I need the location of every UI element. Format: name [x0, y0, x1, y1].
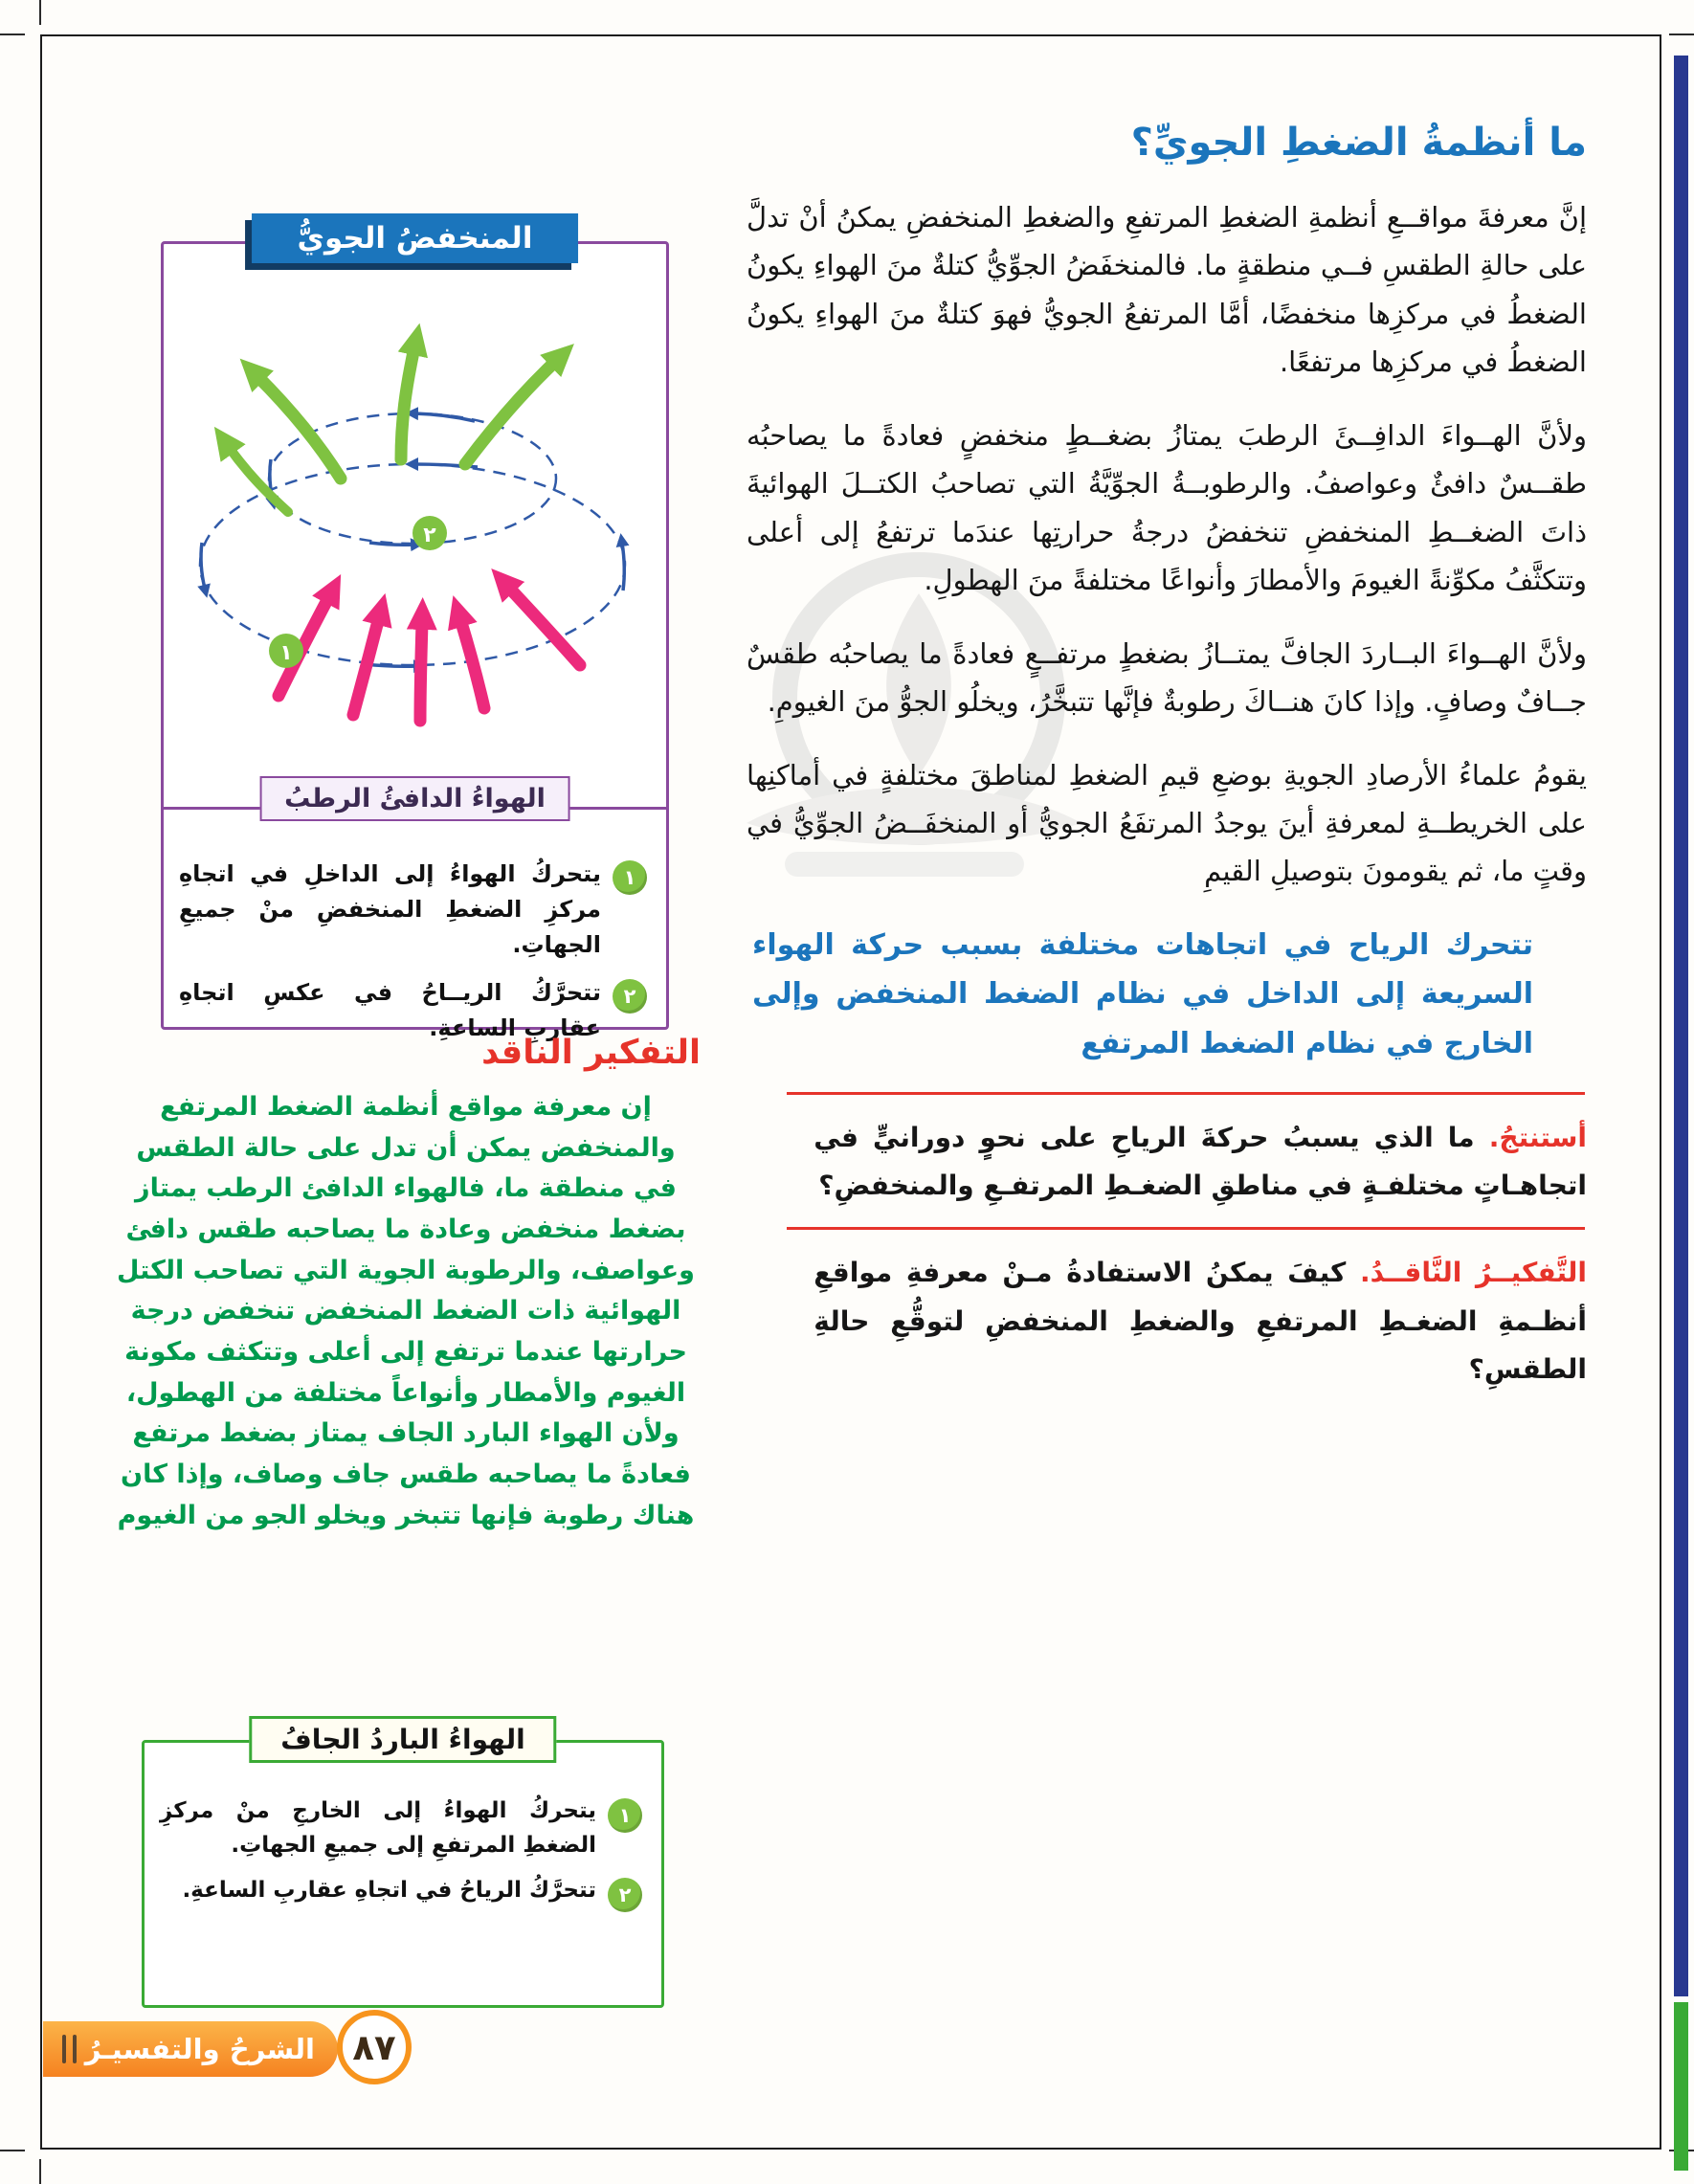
footer-label: الشرحُ والتفسيـرُ — [84, 2033, 315, 2065]
critical-thinking-answer: إن معرفة مواقع أنظمة الضغط المرتفع والمنخفض يمكن أن تدل على حالة الطقس في منطقة ما، فالهواء الدافئ الرطب يمتاز بضغط منخفض وعادة ما يصاحبه طقس دافئ وعواصف، والرطوبة الجوية التي تصاحب الكتل الهوائية ذات الضغط المنخفض تنخفض درجة حرارتها عندما ترتفع إلى أعلى وتتكثف مكونة الغيوم والأمطار وأنواعاً مختلفة من الهطول، ولأن الهواء البارد الجاف يمتاز بضغط مرتفع فعادةً ما يصاحبه طقس جاف وصاف، وإذا كان هناك رطوبة فإنها تتبخر ويخلو الجو من الغيوم — [117, 1092, 695, 1530]
body-paragraph-3: ولأنَّ الهــواءَ البــاردَ الجافَّ يمتــازُ بضغطٍ مرتفــعٍ فعادةً ما يصاحبُه طقسٌ جــافٌ وصافٍ. وإذا كانَ هنــاكَ رطوبةٌ فإنَّها تتبخَّرُ، ويخلُو الجوُّ منَ الغيومِ. — [747, 636, 1587, 719]
crop-mark-icon — [1669, 33, 1694, 35]
green-outflow-arrow — [229, 347, 556, 512]
crop-mark-icon — [0, 33, 25, 35]
red-divider — [787, 1227, 1585, 1230]
blue-circulation-arrow — [201, 413, 624, 666]
figure-high-title: الهواءُ الباردُ الجافُ — [249, 1716, 556, 1763]
diagram-step-badge-2 — [412, 516, 447, 550]
crop-mark-icon — [39, 0, 41, 25]
infer-label: أستنتجُ. — [1488, 1121, 1587, 1153]
svg-text:١: ١ — [279, 641, 293, 665]
figure-high-steps — [160, 1794, 642, 1912]
edge-bar-blue — [1674, 56, 1688, 1996]
page-title: ما أنظمةُ الضغطِ الجويِّ؟ — [1130, 121, 1587, 165]
low-pressure-diagram — [173, 282, 652, 732]
figure-step — [160, 1874, 642, 1912]
body-paragraph-4: يقومُ علماءُ الأرصادِ الجويةِ بوضعِ قيمِ الضغطِ لمناطقَ مختلفةٍ في أماكنِها على الخريطــةِ لمعرفةِ أينَ يوجدُ المرتفَعُ الجويُّ أو المنخفَــضُ الجوِّيُّ في وقتٍ ما، ثم يقومونَ بتوصيلِ القيمِ — [747, 758, 1587, 888]
edge-bar-green — [1674, 2002, 1688, 2171]
step-text: تتحرَّكُ الريــاحُ في عكسِ اتجاهِ عقاربِ الساعةِ. — [179, 978, 601, 1041]
crop-mark-icon — [0, 2150, 25, 2151]
figure-high-pressure — [142, 1724, 664, 2008]
critical-text: كيفَ يمكنُ الاستفادةُ مـنْ معرفةِ مواقعِ أنظـمةِ الضغـطِ المرتفعِ والضغطِ المنخفضِ لتوقُّعِ حالةِ الطقسِ؟ — [814, 1257, 1587, 1386]
step-number-badge: ١ — [613, 860, 647, 895]
dashed-circulation-ellipses — [200, 413, 625, 665]
infer-question — [814, 1114, 1587, 1211]
highlight-note: تتحرك الرياح في اتجاهات مختلفة بسبب حركة الهواء السريعة إلى الداخل في نظام الضغط المنخفض وإلى الخارج في نظام الضغط المرتفع — [752, 927, 1533, 1061]
body-paragraph-2: ولأنَّ الهــواءَ الدافِــئَ الرطبَ يمتازُ بضغــطٍ منخفضٍ فعادةً ما يصاحبُه طقــسٌ دافئٌ وعواصفُ. والرطوبــةُ الجوِّيَّةُ التي تصاحبُ الكتــلَ الهوائيةَ ذاتَ الضغــطِ المنخفضِ تنخفضُ درجةُ حرارتِها عندَما ترتفعُ إلى أعلى وتتكثَّفُ مكوِّنةً الغيومَ والأمطارَ وأنواعًا مختلفةً منَ الهطولِ. — [747, 418, 1587, 597]
step-number-badge: ١ — [608, 1798, 642, 1833]
step-text: يتحركُ الهواءُ إلى الداخلِ في اتجاهِ مركزِ الضغطِ المنخفضِ منْ جميعِ الجهاتِ. — [179, 860, 601, 959]
svg-text:٢: ٢ — [423, 524, 436, 547]
footer-bar — [43, 2021, 338, 2077]
footer-ticks-icon — [62, 2035, 77, 2063]
infer-text: ما الذي يسببُ حركةَ الرياحِ على نحوٍ دورانيٍّ في اتجاهـاتٍ مختلفـةٍ في مناطقِ الضغـطِ المرتفـعِ والمنخفضِ؟ — [814, 1121, 1587, 1202]
critical-thinking-title: التفكير الناقد — [481, 1034, 701, 1072]
figure-low-caption: الهواءُ الدافئُ الرطبُ — [259, 776, 570, 821]
body-paragraph-1: إنَّ معرفةَ مواقــعِ أنظمةِ الضغطِ المرتفعِ والضغطِ المنخفضِ يمكنُ أنْ تدلَّ على حالةِ الطقسِ فــي منطقةٍ ما. فالمنخفَضُ الجوِّيُّ كتلةٌ منَ الهواءِ يكونُ الضغطُ في مركزِها منخفضًا، أمَّا المرتفعُ الجويُّ فهوَ كتلةٌ منَ الهواءِ يكونُ الضغطُ في مركزِها مرتفعًا. — [747, 201, 1587, 379]
main-column — [747, 121, 1587, 1412]
figure-low-title: المنخفضُ الجويُّ — [252, 213, 579, 263]
step-text: تتحرَّكُ الرياحُ في اتجاهِ عقاربِ الساعةِ. — [182, 1878, 596, 1904]
step-text: يتحركُ الهواءُ إلى الخارجِ منْ مركزِ الضغطِ المرتفعِ إلى جميعِ الجهاتِ. — [160, 1798, 596, 1858]
pink-inflow-arrow — [279, 587, 580, 721]
critical-label: التَّفكيــرُ النَّاقــدُ. — [1360, 1257, 1588, 1289]
critical-thinking-answer-block — [111, 1034, 701, 1536]
figure-low-steps — [179, 857, 647, 1046]
step-number-badge: ٢ — [608, 1878, 642, 1912]
diagram-step-badge-1 — [269, 634, 303, 668]
figure-low-pressure — [161, 221, 669, 1041]
page-number-badge: ٨٧ — [337, 2010, 412, 2084]
figure-step — [160, 1794, 642, 1862]
critical-question — [814, 1249, 1587, 1393]
crop-mark-icon — [39, 2159, 41, 2184]
step-number-badge: ٢ — [613, 979, 647, 1014]
red-divider — [787, 1092, 1585, 1095]
figure-step — [179, 857, 647, 964]
